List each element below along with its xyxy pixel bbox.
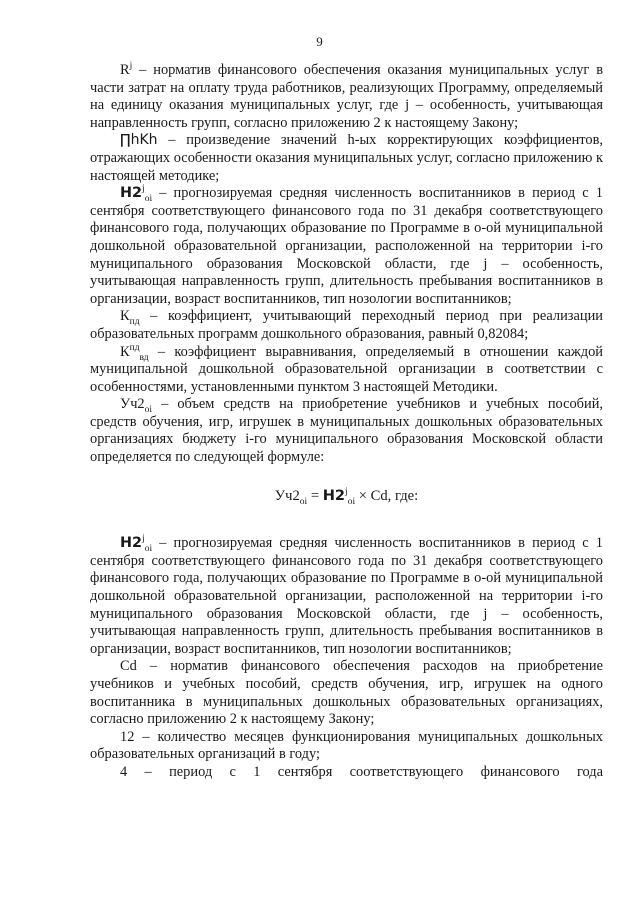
- symbol: К: [120, 308, 130, 325]
- formula-rest: × Cd, где:: [355, 487, 419, 504]
- paragraph-n2-repeat: [90, 535, 603, 658]
- paragraph-text: – объем средств на приобретение учебников и учебных пособий, средств обучения, игр, игрушек в муниципальных дошкольных образовательных организациях бюджету i-го муниципального образования Московской области определяется по следующей формуле:: [90, 396, 603, 466]
- symbol-sub: вд: [139, 352, 149, 363]
- paragraph-text: – норматив финансового обеспечения оказания муниципальных услуг в части затрат на оплату труда работников, реализующих Программу, определяемый на единицу оказания муниципальных услуг, где j – особенность, учитывающая направленность групп, согласно приложению 2 к настоящему Закону;: [90, 62, 603, 131]
- symbol: 4: [120, 763, 128, 780]
- symbol: R: [120, 62, 130, 78]
- symbol-sub: oi: [144, 544, 153, 555]
- symbol-sub: oi: [144, 194, 153, 205]
- document-body: [90, 62, 603, 782]
- paragraph-text: – произведение значений h-ых корректирующих коэффициентов, отражающих особенности оказания муниципальных услуг, согласно приложению к настоящей методике;: [90, 132, 603, 184]
- symbol: Н2: [120, 185, 143, 202]
- symbol-sub: oi: [144, 405, 153, 416]
- formula-var: Н2: [322, 486, 346, 504]
- symbol-sub: пд: [129, 317, 140, 328]
- paragraph-text: – прогнозируемая средняя численность воспитанников в период с 1 сентября соответствующего финансового года по 31 декабря соответствующего финансового года, получающих образование по Программе в о-ой муниципальной дошкольной образовательной организации, расположенной на территории i-го муниципального образования Московской области, где j – особенность, учитывающая направленность групп, длительность пребывания воспитанников в организации, возраст воспитанников, тип нозологии воспитанников;: [90, 185, 603, 307]
- symbol-sup: j: [142, 184, 145, 195]
- formula-var-sup: j: [345, 486, 348, 497]
- page-number: 9: [316, 34, 323, 49]
- formula: [90, 487, 603, 506]
- paragraph-12: [90, 729, 603, 764]
- symbol: ∏hKh: [120, 132, 158, 149]
- symbol-sup: j: [142, 534, 145, 545]
- symbol: Н2: [120, 535, 143, 552]
- formula-eq: =: [307, 487, 323, 504]
- paragraph-text: – коэффициент, учитывающий переходный период при реализации образовательных программ дошкольного образования, равный 0,82084;: [90, 308, 603, 342]
- symbol: К: [120, 343, 130, 360]
- paragraph-text: – период с 1 сентября соответствующего финансового года: [127, 763, 603, 780]
- paragraph-product: [90, 132, 603, 185]
- formula-left-sub: oi: [299, 496, 308, 507]
- paragraph-rj: [90, 62, 603, 132]
- symbol: Уч2: [120, 396, 145, 413]
- paragraph-text: – норматив финансового обеспечения расходов на приобретение учебников и учебных пособий, средств обучения, игр, игрушек на одного воспитанника в муниципальных дошкольных образовательных организациях, согласно приложению 2 к настоящему Закону;: [90, 658, 603, 728]
- symbol: Cd: [120, 658, 137, 675]
- paragraph-text: – количество месяцев функционирования муниципальных дошкольных образовательных организаций в году;: [90, 728, 603, 763]
- paragraph-kvd: [90, 344, 603, 397]
- paragraph-4: [90, 764, 603, 782]
- symbol-sup: пд: [129, 342, 140, 353]
- paragraph-text: – прогнозируемая средняя численность воспитанников в период с 1 сентября соответствующего финансового года по 31 декабря соответствующего финансового года, получающих образование по Программе в о-ой муниципальной дошкольной образовательной организации, расположенной на территории i-го муниципального образования Московской области, где j – особенность, учитывающая направленность групп, длительность пребывания воспитанников в организации, возраст воспитанников, тип нозологии воспитанников;: [90, 535, 603, 657]
- paragraph-n2: [90, 185, 603, 308]
- symbol: 12: [120, 728, 135, 745]
- formula-left: Уч2: [274, 487, 300, 504]
- paragraph-uch2: [90, 396, 603, 466]
- formula-var-sub: oi: [347, 496, 356, 507]
- paragraph-cd: [90, 658, 603, 728]
- paragraph-kpd: [90, 308, 603, 343]
- symbol-sup: j: [129, 61, 133, 72]
- paragraph-text: – коэффициент выравнивания, определяемый в отношении каждой муниципальной дошкольной образовательной организации в соответствии с особенностями, установленными пунктом 3 настоящей Методики.: [90, 343, 603, 395]
